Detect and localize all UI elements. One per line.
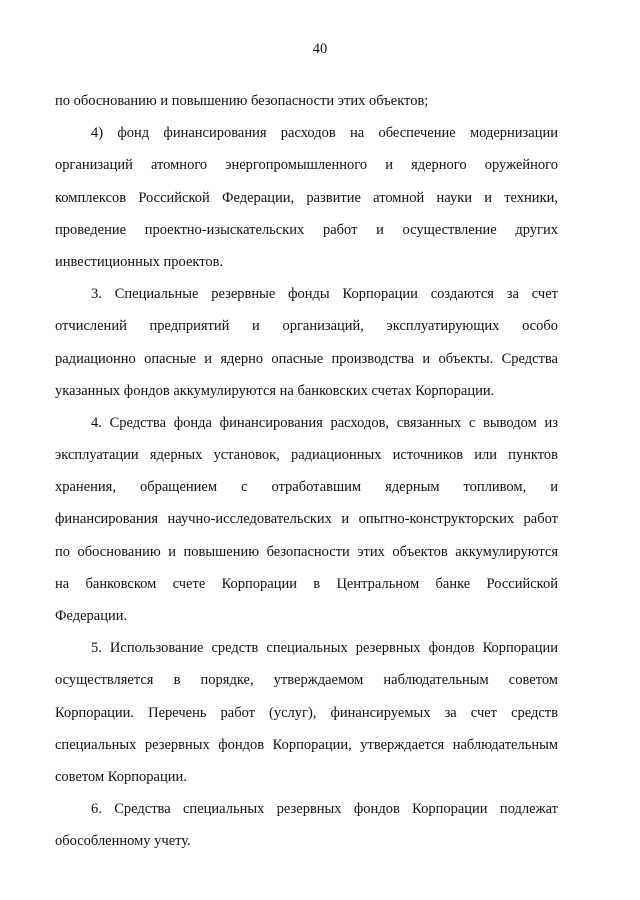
text-line: 5. Использование средств специальных резервных фондов Корпорации <box>91 640 558 657</box>
paragraph <box>55 637 558 798</box>
document-body <box>55 90 558 863</box>
text-line: организаций атомного энергопромышленного и ядерного оружейного <box>55 157 558 174</box>
text-line: комплексов Российской Федерации, развитие атомной науки и техники, <box>55 189 558 206</box>
text-line: хранения, обращением с отработавшим ядерным топливом, и <box>55 479 558 496</box>
text-line: обособленному учету. <box>55 833 191 850</box>
text-line: советом Корпорации. <box>55 768 187 785</box>
text-line: Федерации. <box>55 608 128 624</box>
text-line: 6. Средства специальных резервных фондов Корпорации подлежат <box>91 801 558 818</box>
paragraph <box>55 283 558 412</box>
paragraph <box>55 122 558 283</box>
paragraph <box>55 412 558 637</box>
paragraph <box>55 798 558 862</box>
text-line: осуществляется в порядке, утверждаемом наблюдательным советом <box>55 672 558 689</box>
text-line: по обоснованию и повышению безопасности этих объектов; <box>55 93 429 109</box>
page-number: 40 <box>312 41 328 57</box>
text-line: на банковском счете Корпорации в Центральном банке Российской <box>55 575 558 592</box>
text-line: эксплуатации ядерных установок, радиационных источников или пунктов <box>55 447 558 464</box>
text-line: инвестиционных проектов. <box>55 253 224 270</box>
text-line: радиационно опасные и ядерно опасные производства и объекты. Средства <box>55 350 558 367</box>
text-line: 4. Средства фонда финансирования расходов, связанных с выводом из <box>91 414 558 431</box>
text-line: по обоснованию и повышению безопасности этих объектов аккумулируются <box>55 543 558 560</box>
text-line: отчислений предприятий и организаций, эксплуатирующих особо <box>55 318 558 335</box>
text-line: финансирования научно-исследовательских и опытно-конструкторских работ <box>55 511 558 528</box>
text-line: Корпорации. Перечень работ (услуг), финансируемых за счет средств <box>55 704 558 721</box>
paragraph <box>55 90 558 122</box>
text-line: проведение проектно-изыскательских работ и осуществление других <box>55 221 558 238</box>
text-line: 3. Специальные резервные фонды Корпорации создаются за счет <box>91 286 558 303</box>
text-line: специальных резервных фондов Корпорации, утверждается наблюдательным <box>55 736 558 753</box>
text-line: 4) фонд финансирования расходов на обеспечение модернизации <box>91 125 558 142</box>
text-line: указанных фондов аккумулируются на банковских счетах Корпорации. <box>55 382 495 399</box>
